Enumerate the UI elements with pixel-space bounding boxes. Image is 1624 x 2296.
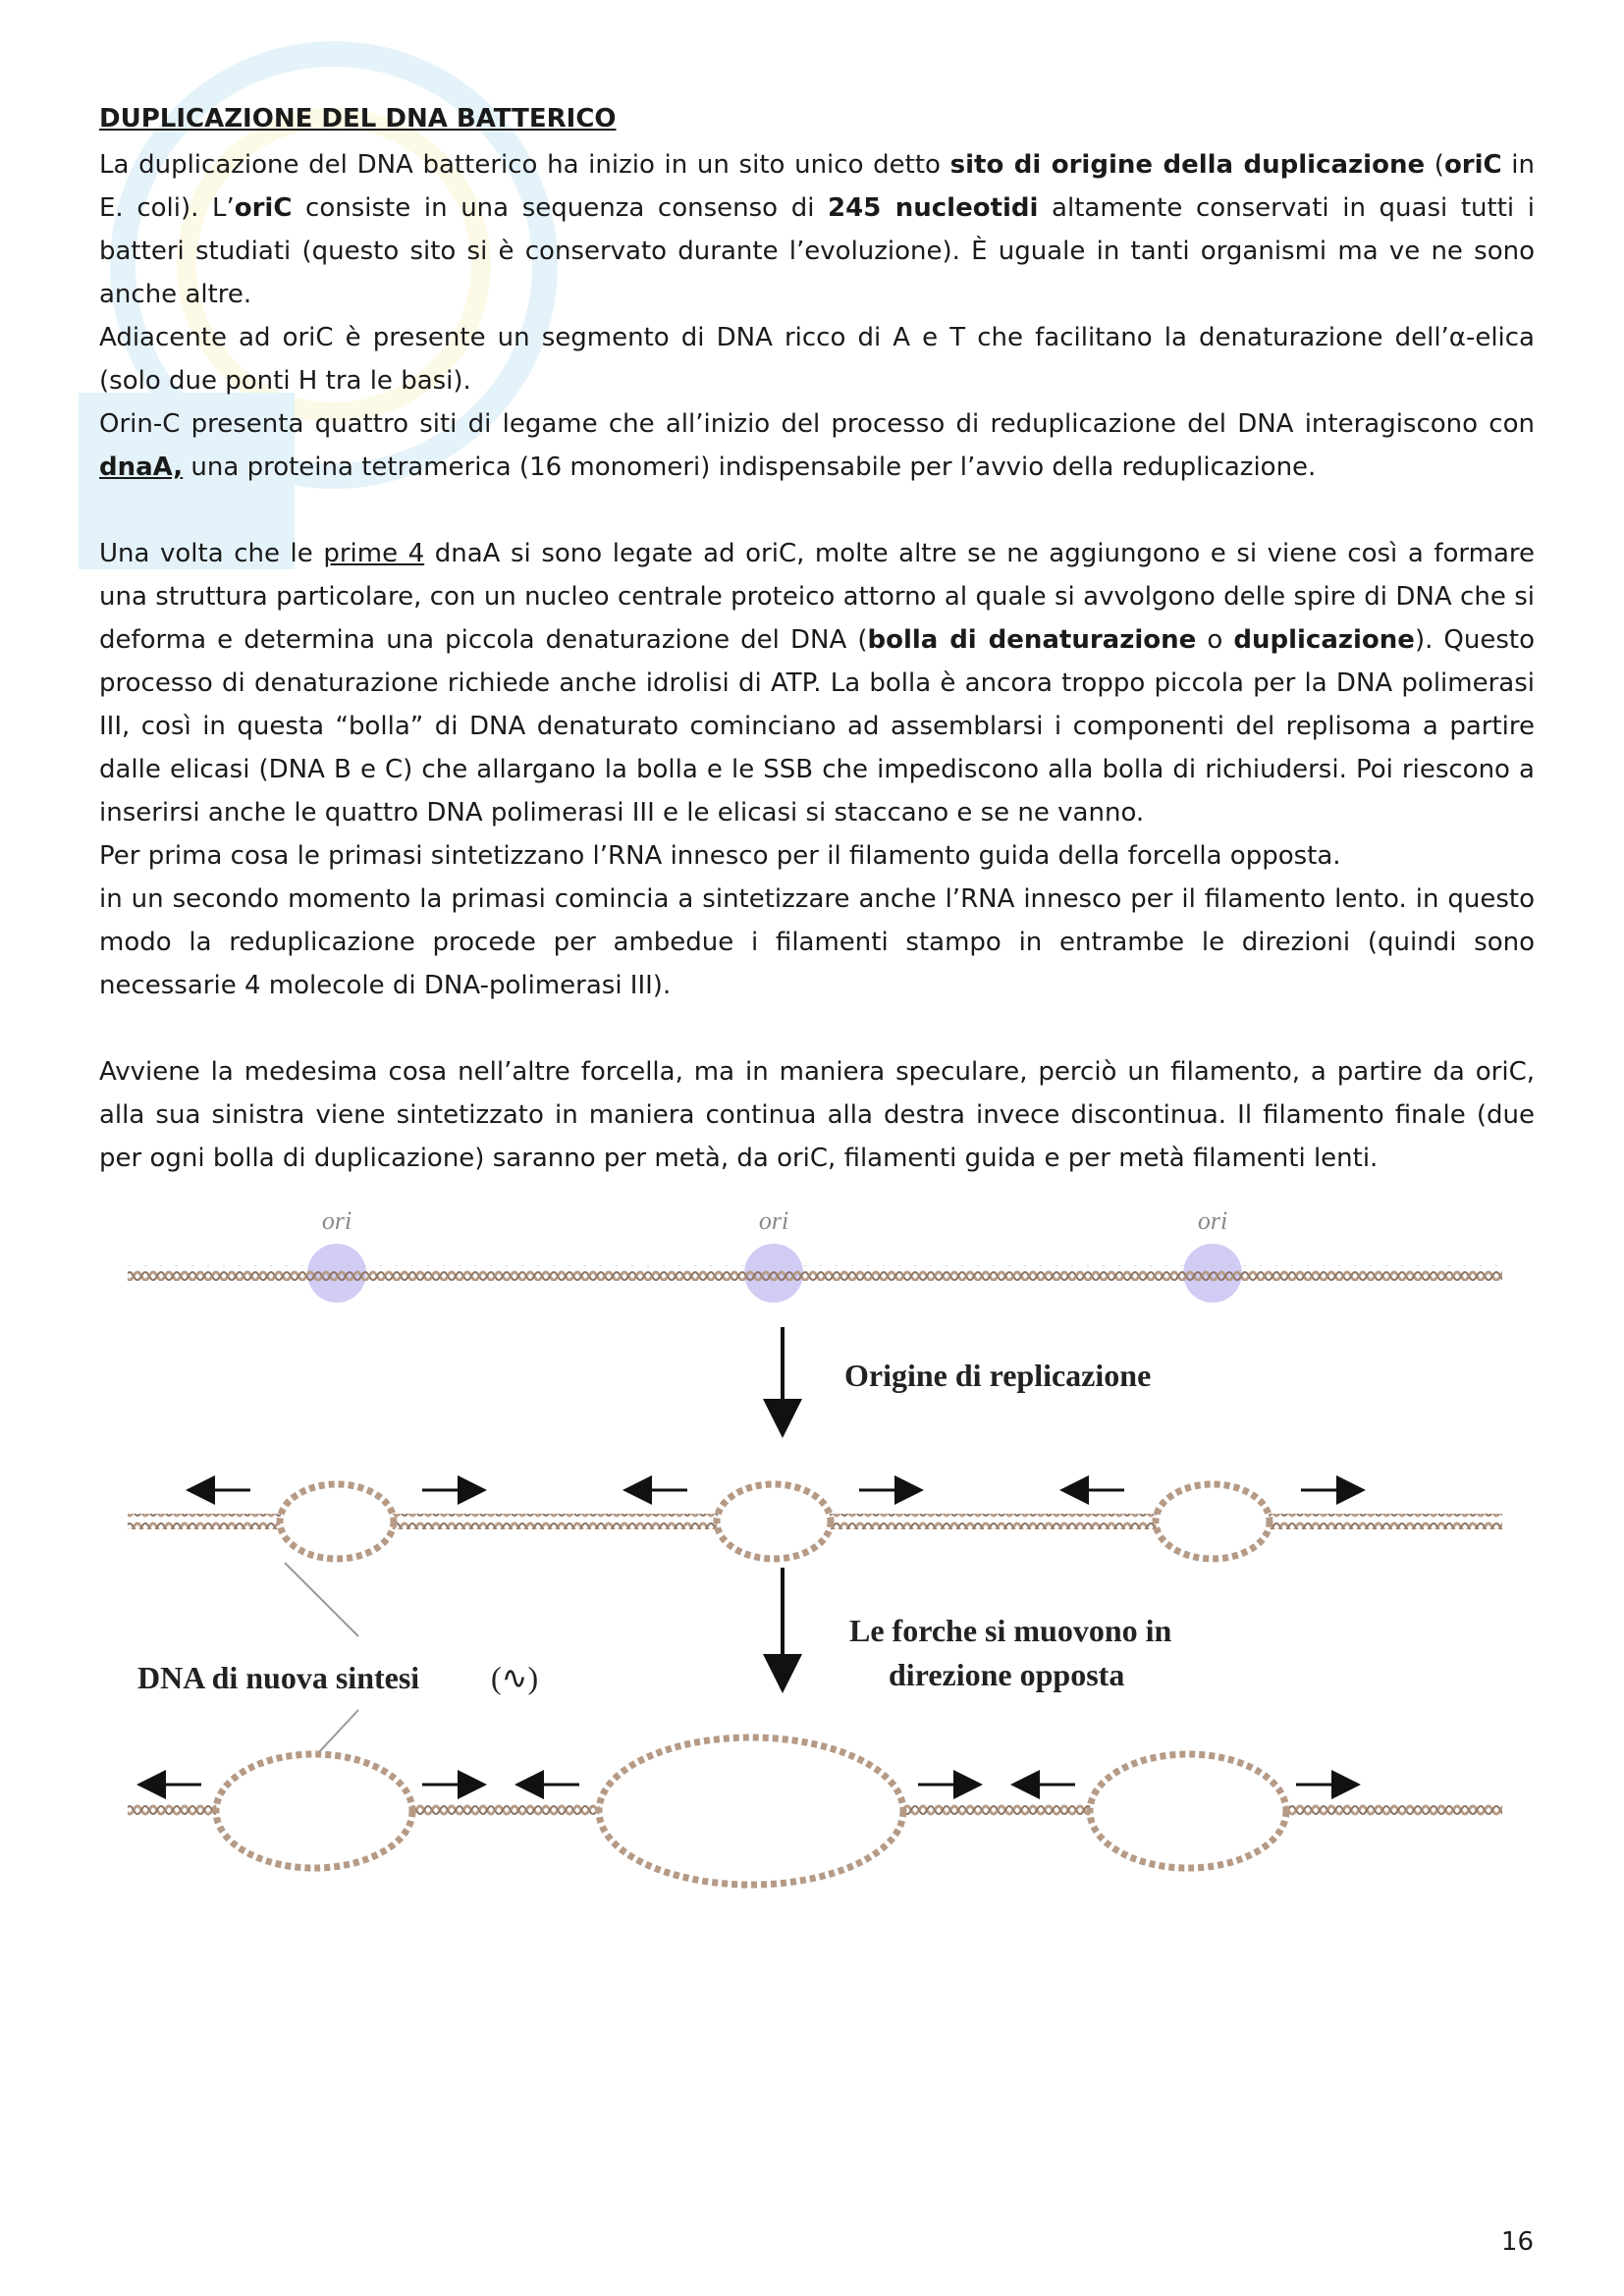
replication-bubble-large-2: [599, 1737, 903, 1885]
paragraph-1: La duplicazione del DNA batterico ha inizio in un sito unico detto sito di origine della duplicazione (oriC in E. coli). L’oriC consiste in una sequenza consenso di 245 nucleotidi altamente conservati in quasi tutti i batteri studiati (questo sito si è conservato durante l’evoluzione). È uguale in tanti organismi ma ve ne sono anche altre.: [99, 150, 1535, 309]
paragraph-3: Orin-C presenta quattro siti di legame che all’inizio del processo di reduplicazione del DNA interagiscono con dnaA, una proteina tetramerica (16 monomeri) indispensabile per l’avvio della reduplicazione.: [99, 409, 1535, 482]
paragraph-4: Una volta che le prime 4 dnaA si sono legate ad oriC, molte altre se ne aggiungono e si viene così a formare una struttura particolare, con un nucleo centrale proteico attorno al quale si avvolgono delle spire di DNA che si deforma e determina una piccola denaturazione del DNA (bolla di denaturazione o duplicazione). Questo processo di denaturazione richiede anche idrolisi di ATP. La bolla è ancora troppo piccola per la DNA polimerasi III, così in questa “bolla” di DNA denaturato cominciano ad assemblarsi i componenti del replisoma a partire dalle elicasi (DNA B e C) che allargano la bolla e le SSB che impediscono alla bolla di richiudersi. Poi riescono a inserirsi anche le quattro DNA polimerasi III e le elicasi si staccano e se ne vanno.: [99, 539, 1536, 828]
section-heading: DUPLICAZIONE DEL DNA BATTERICO: [99, 104, 617, 133]
ori-label-2: ori: [758, 1206, 789, 1235]
paragraph-7: Avviene la medesima cosa nell’altre forcella, ma in maniera speculare, perciò un filamento, a partire da oriC, alla sua sinistra viene sintetizzato in maniera continua alla destra invece discontinua. Il filamento finale (due per ogni bolla di duplicazione) saranno per metà, da oriC, filamenti guida e per metà filamenti lenti.: [99, 1057, 1535, 1173]
replication-diagram: [118, 1190, 1512, 1936]
label-forche-line2: direzione opposta: [889, 1657, 1125, 1692]
document-body: [99, 98, 1535, 1180]
label-forche-line1: Le forche si muovono in: [849, 1613, 1172, 1648]
paragraph-6: in un secondo momento la primasi comincia a sintetizzare anche l’RNA innesco per il filamento lento. in questo modo la reduplicazione procede per ambedue i filamenti stampo in entrambe le direzioni (quindi sono necessarie 4 molecole di DNA-polimerasi III).: [99, 884, 1535, 1000]
replication-bubble-large-1: [216, 1754, 412, 1868]
replication-figure: [118, 1190, 1512, 1936]
replication-bubble-1: [280, 1484, 394, 1559]
ori-label-3: ori: [1197, 1206, 1228, 1235]
label-dna-nuova-sintesi: DNA di nuova sintesi: [137, 1660, 420, 1695]
dna-strand-initial: [128, 1265, 1502, 1281]
replication-bubble-2: [717, 1484, 831, 1559]
label-new-dna-symbol: (∿): [491, 1660, 539, 1695]
paragraph-5: Per prima cosa le primasi sintetizzano l’RNA innesco per il filamento guida della forcella opposta.: [99, 841, 1341, 871]
label-origine-replicazione: Origine di replicazione: [844, 1358, 1152, 1393]
pointer-line-1: [285, 1563, 358, 1636]
ori-label-1: ori: [321, 1206, 352, 1235]
page-number: 16: [1500, 2227, 1534, 2257]
paragraph-2: Adiacente ad oriC è presente un segmento di DNA ricco di A e T che facilitano la denaturazione dell’α-elica (solo due ponti H tra le basi).: [99, 323, 1535, 396]
replication-bubble-large-3: [1090, 1754, 1286, 1868]
replication-bubble-3: [1156, 1484, 1270, 1559]
